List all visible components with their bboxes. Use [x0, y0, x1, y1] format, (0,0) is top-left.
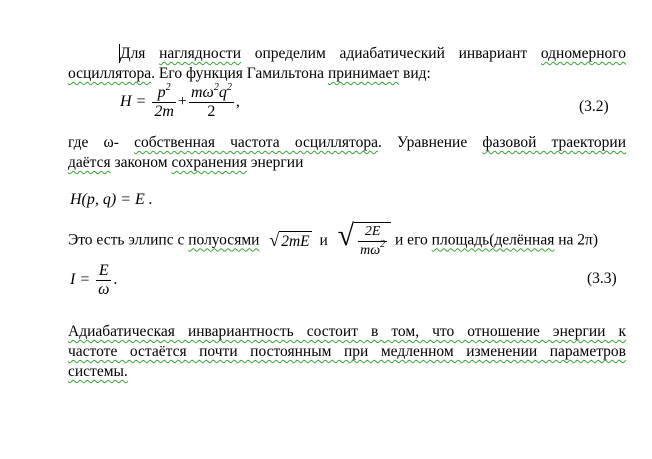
paragraph-1-line-2[interactable]: осциллятора. Его функция Гамильтона принимает вид:	[68, 65, 431, 82]
paragraph-1-line-1[interactable]: Для наглядности определим адиабатический инвариант одномерного	[120, 45, 626, 62]
equation-energy-conservation: H(p, q) = E .	[70, 191, 153, 208]
paragraph-3[interactable]: Это есть эллипс с полуосями √ 2mE и √ $\frac{2E}{m\omega^2}$ и его площадь(делённая на 2π)	[68, 219, 599, 258]
sqrt-2mE: √ 2mE	[269, 230, 310, 250]
equation-hamiltonian: H = $\frac{p^2}{2m}$ + $\frac{m\omega^2q^2}{2}$ ,	[120, 82, 240, 120]
paragraph-2-line-1[interactable]: где ω- собственная частота осциллятора. Уравнение фазовой траектории	[68, 134, 627, 151]
paragraph-2-line-2[interactable]: даётся законом сохранения энергии	[68, 154, 304, 171]
equation-number-3-2: (3.2)	[579, 98, 609, 115]
equation-number-3-3: (3.3)	[587, 270, 617, 287]
fraction-potential: $\frac{m\omega^2q^2}{2}$	[190, 82, 232, 120]
paragraph-4-line-1[interactable]: Адиабатическая инвариантность состоит в том, что отношение энергии к	[68, 323, 626, 340]
paragraph-4-line-3[interactable]: системы.	[68, 363, 128, 380]
fraction-kinetic: $\frac{p^2}{2m}$	[154, 82, 174, 120]
sqrt-2E-over-m-omega2: √ $\frac{2E}{m\omega^2}$	[338, 222, 391, 260]
paragraph-4-line-2[interactable]: частоте остаётся почти постоянным при медленном изменении параметров	[68, 343, 626, 360]
equation-adiabatic-invariant: I = $\frac{E}{\omega}$ .	[70, 262, 118, 298]
